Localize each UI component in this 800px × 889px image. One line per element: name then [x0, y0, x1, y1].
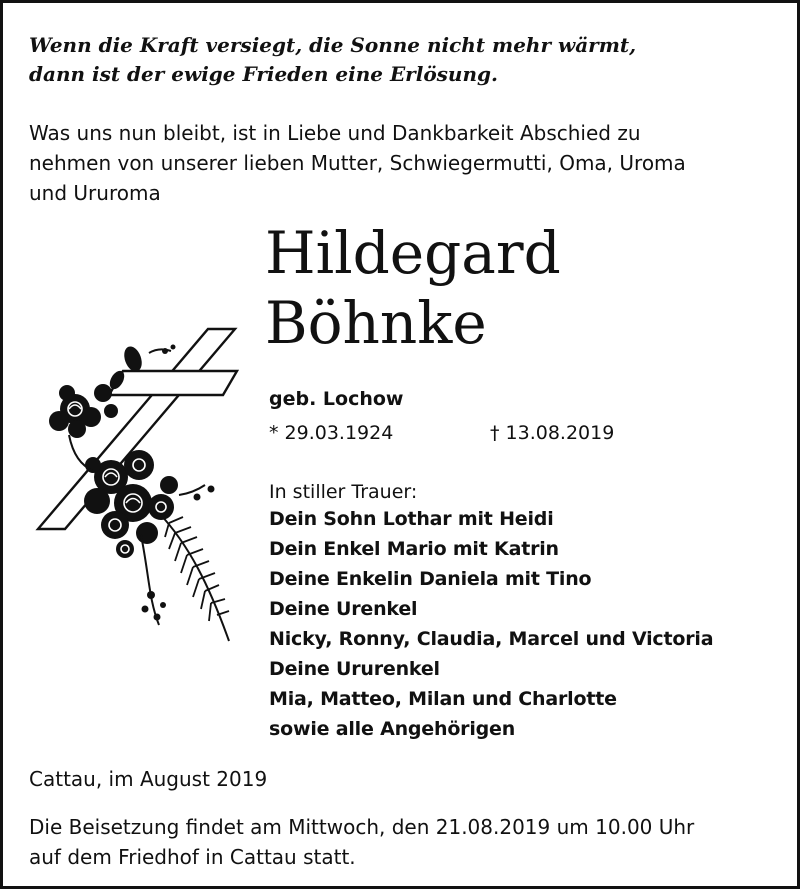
death-date: † 13.08.2019 — [490, 422, 615, 444]
deceased-name — [265, 218, 561, 358]
mourners-list — [269, 504, 769, 744]
mourner-line: Deine Enkelin Daniela mit Tino — [269, 568, 592, 590]
mourning-heading: In stiller Trauer: — [269, 481, 418, 503]
funeral-line-1: Die Beisetzung findet am Mittwoch, den 21.08.2019 um 10.00 Uhr — [29, 815, 695, 839]
mourner-line: Mia, Matteo, Milan und Charlotte — [269, 688, 617, 710]
funeral-info — [29, 812, 769, 872]
intro-line-1: Was uns nun bleibt, ist in Liebe und Dankbarkeit Abschied zu — [29, 121, 641, 145]
last-name: Böhnke — [265, 289, 487, 357]
mourner-line: Nicky, Ronny, Claudia, Marcel und Victoria — [269, 628, 714, 650]
intro-line-3: und Ururoma — [29, 181, 161, 205]
quote-line-2: dann ist der ewige Frieden eine Erlösung. — [29, 62, 498, 86]
quote-line-1: Wenn die Kraft versiegt, die Sonne nicht mehr wärmt, — [29, 33, 637, 57]
birth-date: * 29.03.1924 — [269, 422, 394, 444]
place-and-date: Cattau, im August 2019 — [29, 767, 268, 791]
mourner-line: Dein Enkel Mario mit Katrin — [269, 538, 559, 560]
birth-name: geb. Lochow — [269, 388, 404, 410]
intro-line-2: nehmen von unserer lieben Mutter, Schwiegermutti, Oma, Uroma — [29, 151, 686, 175]
cross-with-roses-icon — [29, 325, 259, 649]
mourner-line: Deine Urenkel — [269, 598, 418, 620]
funeral-line-2: auf dem Friedhof in Cattau statt. — [29, 845, 356, 869]
mourner-line: Dein Sohn Lothar mit Heidi — [269, 508, 554, 530]
mourner-line: sowie alle Angehörigen — [269, 718, 516, 740]
intro-text — [29, 118, 769, 208]
memorial-quote — [29, 31, 769, 89]
mourner-line: Deine Ururenkel — [269, 658, 440, 680]
first-name: Hildegard — [265, 219, 561, 287]
